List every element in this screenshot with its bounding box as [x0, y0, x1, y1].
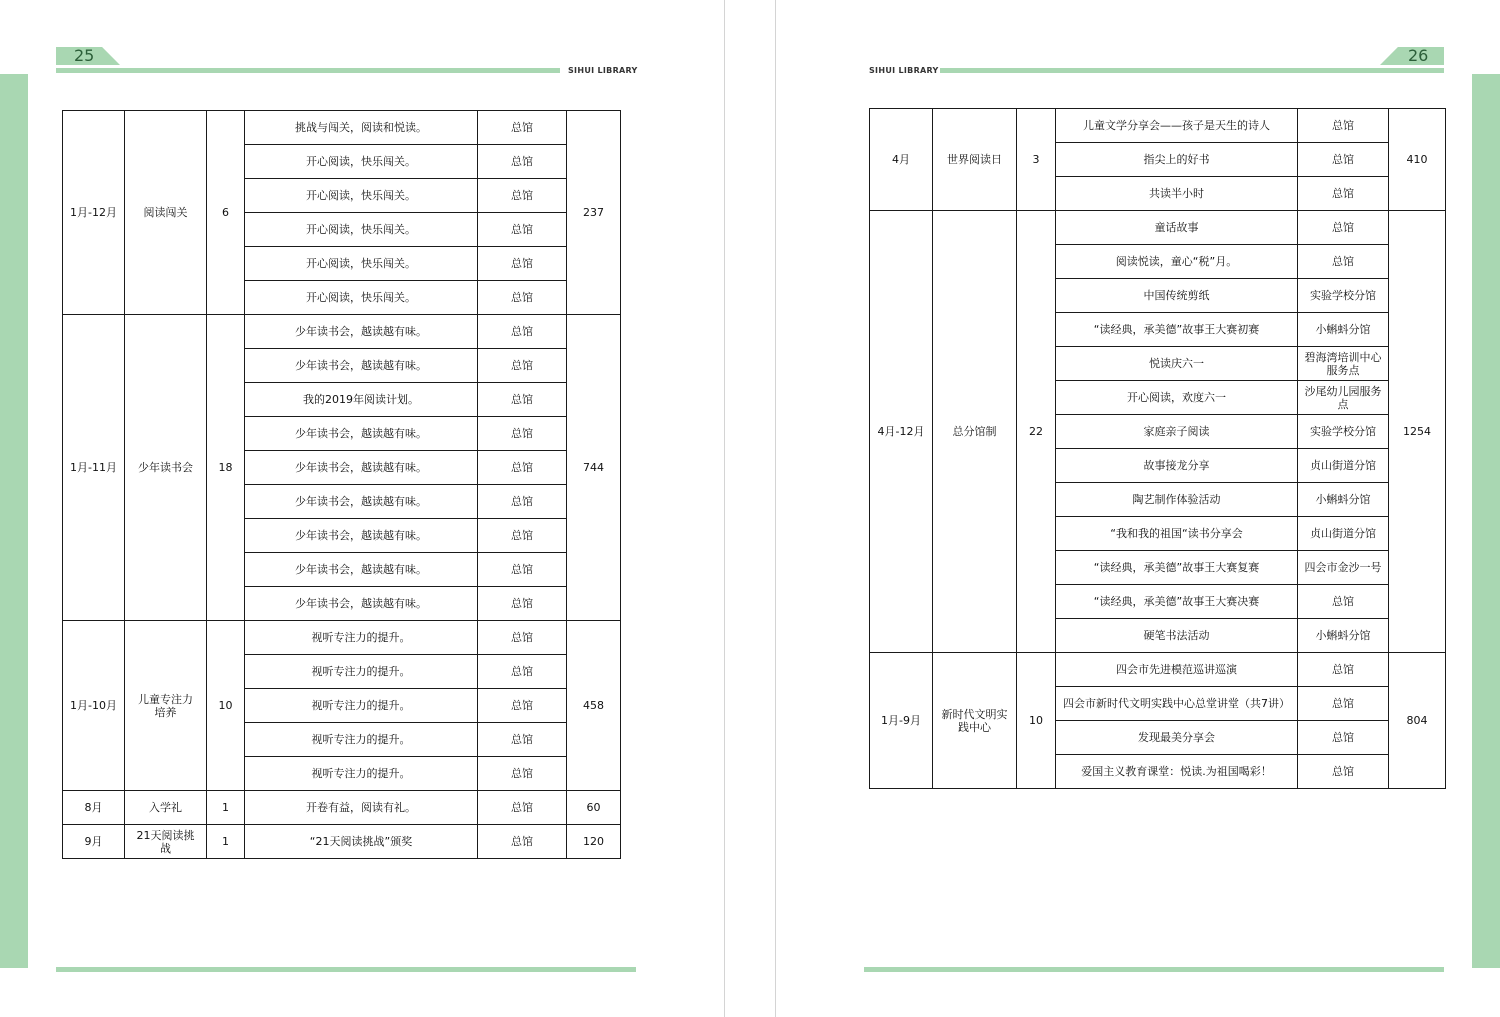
participant-count: 804: [1389, 653, 1446, 789]
activity-title: 儿童文学分享会——孩子是天生的诗人: [1056, 109, 1298, 143]
activity-venue: 总馆: [1298, 585, 1389, 619]
activity-title: 视听专注力的提升。: [245, 689, 478, 723]
activity-title: 硬笔书法活动: [1056, 619, 1298, 653]
activity-title: 发现最美分享会: [1056, 721, 1298, 755]
activity-venue: 小蝌蚪分馆: [1298, 313, 1389, 347]
activity-title: 少年读书会，越读越有味。: [245, 417, 478, 451]
participant-count: 120: [567, 825, 621, 859]
book-gutter: [724, 0, 776, 1017]
activity-title: 四会市新时代文明实践中心总堂讲堂（共7讲）: [1056, 687, 1298, 721]
activity-title: 童话故事: [1056, 211, 1298, 245]
activity-venue: 总馆: [1298, 143, 1389, 177]
activity-venue: 总馆: [478, 587, 567, 621]
activity-venue: 总馆: [478, 315, 567, 349]
activity-venue: 总馆: [478, 111, 567, 145]
activity-venue: 总馆: [478, 723, 567, 757]
activity-venue: 总馆: [1298, 177, 1389, 211]
activity-venue: 碧海湾培训中心服务点: [1298, 347, 1389, 381]
table-row: [63, 791, 621, 825]
activity-venue: 总馆: [1298, 109, 1389, 143]
activity-title: 开心阅读，快乐闯关。: [245, 213, 478, 247]
library-name: SIHUI LIBRARY: [869, 66, 939, 75]
activity-count: 1: [207, 825, 245, 859]
activity-name: 阅读闯关: [125, 111, 207, 315]
activity-name: 21天阅读挑战: [125, 825, 207, 859]
activity-count: 10: [207, 621, 245, 791]
activity-title: 故事接龙分享: [1056, 449, 1298, 483]
table-row: [63, 621, 621, 655]
activity-title: 指尖上的好书: [1056, 143, 1298, 177]
participant-count: 60: [567, 791, 621, 825]
activity-venue: 小蝌蚪分馆: [1298, 619, 1389, 653]
activity-title: “读经典，承美德”故事王大赛初赛: [1056, 313, 1298, 347]
activity-venue: 总馆: [1298, 211, 1389, 245]
right-side-bar: [1472, 74, 1500, 968]
activity-month: 1月-12月: [63, 111, 125, 315]
activity-title: 我的2019年阅读计划。: [245, 383, 478, 417]
activity-venue: 总馆: [478, 553, 567, 587]
activity-title: 开心阅读，快乐闯关。: [245, 247, 478, 281]
activity-venue: 四会市金沙一号: [1298, 551, 1389, 585]
activity-name: 总分馆制: [933, 211, 1017, 653]
activity-venue: 总馆: [478, 485, 567, 519]
activity-title: 共读半小时: [1056, 177, 1298, 211]
activity-title: 挑战与闯关，阅读和悦读。: [245, 111, 478, 145]
activity-venue: 总馆: [478, 621, 567, 655]
activity-venue: 总馆: [478, 247, 567, 281]
header-rule: [940, 68, 1444, 73]
activity-month: 1月-11月: [63, 315, 125, 621]
activity-name: 儿童专注力培养: [125, 621, 207, 791]
activity-title: 少年读书会，越读越有味。: [245, 587, 478, 621]
activity-month: 8月: [63, 791, 125, 825]
activity-title: 少年读书会，越读越有味。: [245, 485, 478, 519]
participant-count: 744: [567, 315, 621, 621]
activity-count: 1: [207, 791, 245, 825]
activity-month: 1月-9月: [870, 653, 933, 789]
activity-title: 视听专注力的提升。: [245, 723, 478, 757]
activity-title: 少年读书会，越读越有味。: [245, 553, 478, 587]
library-name: SIHUI LIBRARY: [568, 66, 638, 75]
activity-venue: 总馆: [478, 451, 567, 485]
activity-title: 少年读书会，越读越有味。: [245, 349, 478, 383]
right-page: [776, 0, 1500, 1017]
activity-venue: 小蝌蚪分馆: [1298, 483, 1389, 517]
table-row: [870, 109, 1446, 143]
activity-month: 1月-10月: [63, 621, 125, 791]
activity-venue: 总馆: [478, 757, 567, 791]
activity-month: 4月-12月: [870, 211, 933, 653]
activity-title: 悦读庆六一: [1056, 347, 1298, 381]
activity-title: “读经典，承美德”故事王大赛复赛: [1056, 551, 1298, 585]
participant-count: 410: [1389, 109, 1446, 211]
activity-month: 4月: [870, 109, 933, 211]
activity-count: 22: [1017, 211, 1056, 653]
activity-name: 新时代文明实践中心: [933, 653, 1017, 789]
activity-name: 少年读书会: [125, 315, 207, 621]
activity-title: 少年读书会，越读越有味。: [245, 315, 478, 349]
activity-venue: 总馆: [478, 349, 567, 383]
activity-venue: 总馆: [478, 281, 567, 315]
activity-title: 视听专注力的提升。: [245, 757, 478, 791]
activity-title: 阅读悦读，童心“税”月。: [1056, 245, 1298, 279]
activity-venue: 贞山街道分馆: [1298, 449, 1389, 483]
participant-count: 237: [567, 111, 621, 315]
activity-venue: 总馆: [478, 519, 567, 553]
activity-title: 四会市先进模范巡讲巡演: [1056, 653, 1298, 687]
activity-venue: 沙尾幼儿园服务点: [1298, 381, 1389, 415]
activity-count: 6: [207, 111, 245, 315]
activity-title: 家庭亲子阅读: [1056, 415, 1298, 449]
table-row: [870, 653, 1446, 687]
table-row: [63, 315, 621, 349]
table-row: [63, 825, 621, 859]
activity-title: “读经典，承美德”故事王大赛决赛: [1056, 585, 1298, 619]
activity-title: 开心阅读，欢度六一: [1056, 381, 1298, 415]
activity-count: 10: [1017, 653, 1056, 789]
activity-venue: 总馆: [478, 417, 567, 451]
activity-title: 爱国主义教育课堂：悦读.为祖国喝彩！: [1056, 755, 1298, 789]
page-number: 25: [74, 46, 95, 65]
activity-title: 陶艺制作体验活动: [1056, 483, 1298, 517]
activity-month: 9月: [63, 825, 125, 859]
activity-venue: 总馆: [1298, 687, 1389, 721]
activity-title: 开心阅读，快乐闯关。: [245, 281, 478, 315]
header-rule: [56, 68, 560, 73]
footer-rule: [56, 967, 636, 972]
activity-title: “21天阅读挑战”颁奖: [245, 825, 478, 859]
activity-count: 18: [207, 315, 245, 621]
participant-count: 458: [567, 621, 621, 791]
activity-title: “我和我的祖国“读书分享会: [1056, 517, 1298, 551]
footer-rule: [864, 967, 1444, 972]
activity-venue: 总馆: [478, 655, 567, 689]
activity-venue: 总馆: [478, 383, 567, 417]
activity-venue: 总馆: [478, 791, 567, 825]
activity-venue: 总馆: [478, 179, 567, 213]
activity-title: 视听专注力的提升。: [245, 621, 478, 655]
activity-venue: 总馆: [478, 825, 567, 859]
activity-title: 少年读书会，越读越有味。: [245, 519, 478, 553]
table-row: [870, 211, 1446, 245]
activity-venue: 总馆: [478, 213, 567, 247]
activity-venue: 实验学校分馆: [1298, 415, 1389, 449]
activity-title: 开卷有益，阅读有礼。: [245, 791, 478, 825]
activity-name: 入学礼: [125, 791, 207, 825]
activity-title: 中国传统剪纸: [1056, 279, 1298, 313]
activity-count: 3: [1017, 109, 1056, 211]
participant-count: 1254: [1389, 211, 1446, 653]
activity-title: 开心阅读，快乐闯关。: [245, 179, 478, 213]
activity-venue: 总馆: [1298, 245, 1389, 279]
left-page: [0, 0, 724, 1017]
activity-table: [62, 110, 621, 859]
activity-venue: 贞山街道分馆: [1298, 517, 1389, 551]
activity-name: 世界阅读日: [933, 109, 1017, 211]
table-row: [63, 111, 621, 145]
activity-title: 少年读书会，越读越有味。: [245, 451, 478, 485]
activity-venue: 总馆: [1298, 721, 1389, 755]
activity-venue: 总馆: [478, 689, 567, 723]
activity-table: [869, 108, 1446, 789]
activity-venue: 总馆: [1298, 755, 1389, 789]
left-side-bar: [0, 74, 28, 968]
page-number: 26: [1408, 46, 1429, 65]
activity-venue: 总馆: [1298, 653, 1389, 687]
activity-venue: 实验学校分馆: [1298, 279, 1389, 313]
activity-venue: 总馆: [478, 145, 567, 179]
activity-title: 开心阅读，快乐闯关。: [245, 145, 478, 179]
activity-title: 视听专注力的提升。: [245, 655, 478, 689]
